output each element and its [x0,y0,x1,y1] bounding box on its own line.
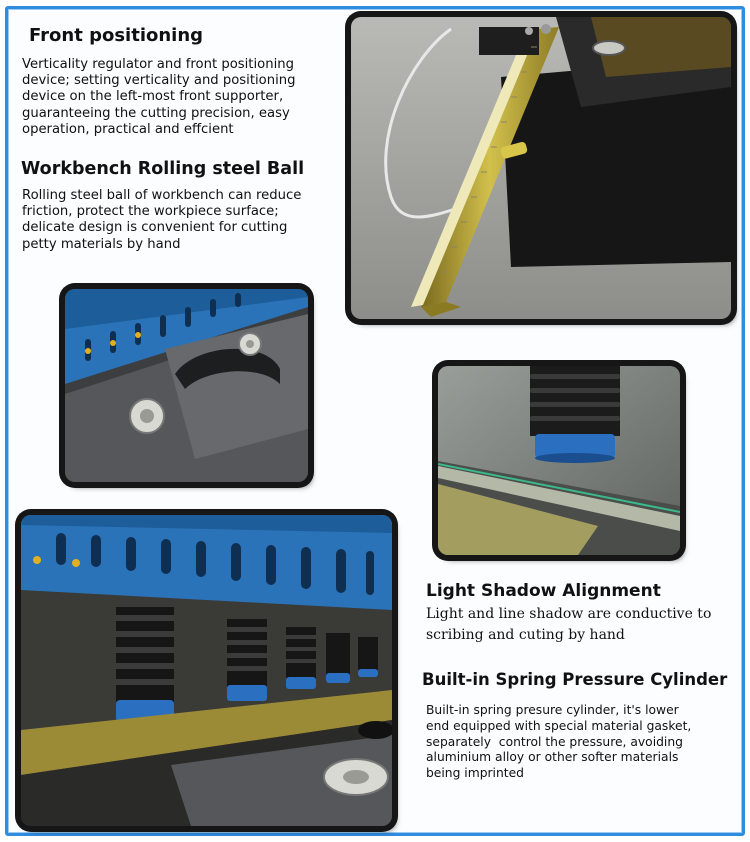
rolling-ball-line: friction, protect the workpiece surface; [22,204,279,220]
front-positioning-line: guaranteeing the cutting precision, easy [22,105,290,121]
spring-cylinder-line: separately control the pressure, avoiding [426,734,683,749]
rolling-ball-line: Rolling steel ball of workbench can reduce [22,188,302,203]
front-positioning-title: Front positioning [29,25,204,46]
spring-cylinder-line: aluminium alloy or other softer materials [426,750,679,765]
front-positioning-text [22,57,342,138]
front-positioning-line: device; setting verticality and positioning [22,73,296,89]
rolling-ball-text [22,188,342,253]
light-shadow-photo [438,366,680,555]
rolling-ball-line: delicate design is convenient for cutting [22,220,288,236]
rolling-ball-photo [65,289,308,482]
spring-cylinder-line: end equipped with special material gasket, [426,718,692,733]
rolling-ball-line: petty materials by hand [22,236,181,252]
front-positioning-line: device on the left-most front supporter, [22,89,284,105]
front-positioning-line: Verticality regulator and front positioning [22,57,294,72]
spring-cylinder-title: Built-in Spring Pressure Cylinder [422,670,728,689]
rolling-ball-title: Workbench Rolling steel Ball [21,159,305,179]
spring-cylinder-line: Built-in spring presure cylinder, it's lower [426,703,679,717]
front-positioning-photo [351,17,731,319]
light-shadow-line: Light and line shadow are conductive to [426,606,712,622]
spring-cylinder-text [426,703,744,782]
spring-cylinder-line: being imprinted [426,766,524,781]
light-shadow-text [426,604,736,646]
spring-cylinder-photo [21,515,392,826]
light-shadow-line: scribing and cuting by hand [426,627,625,643]
light-shadow-title: Light Shadow Alignment [426,581,661,601]
front-positioning-line: operation, practical and effcient [22,121,234,137]
